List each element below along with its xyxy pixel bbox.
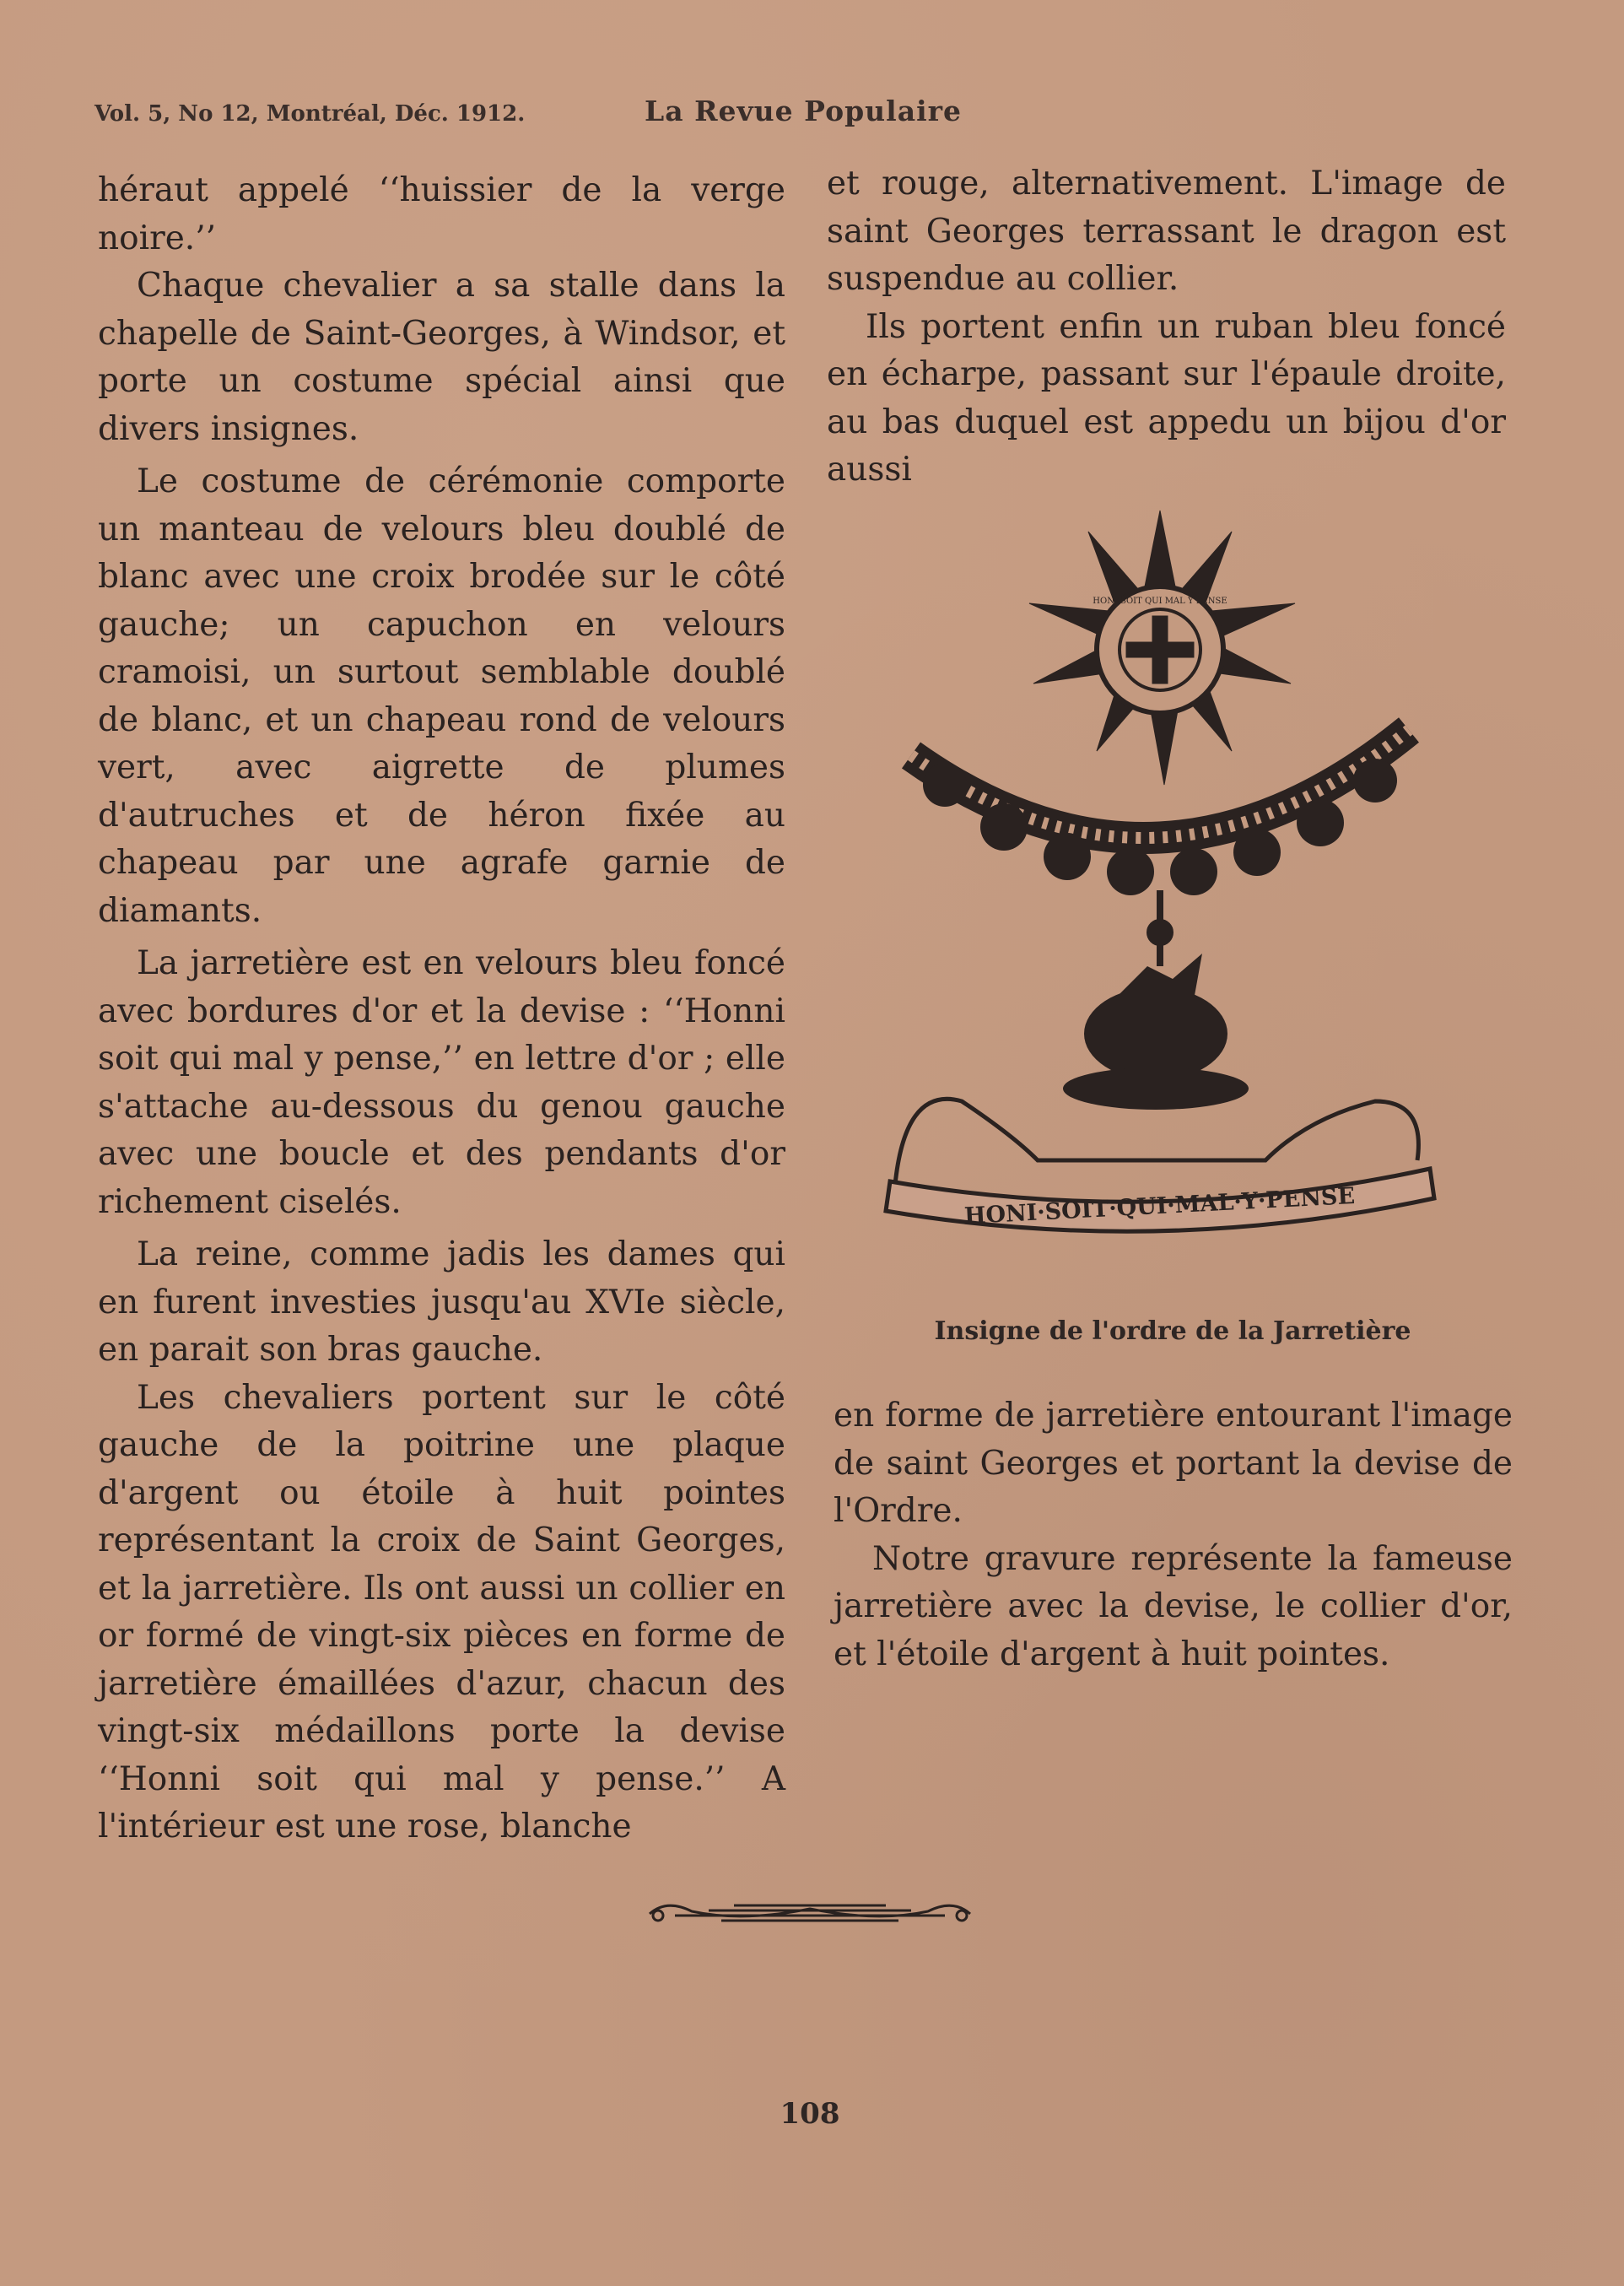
paragraph: Les chevaliers portent sur le côté gauche de la poitrine une plaque d'argent ou étoile à huit pointes représentant la croix de Saint Georges, et la jarretière. Ils ont aussi un collier en or formé de vingt-six pièces en forme de jarretière émaillées d'azur, chacun des vingt-six médaillons porte la devise ‘‘Honni soit qui mal y pense.’’ A l'intérieur est une rose, blanche bbox=[98, 1378, 785, 1846]
paragraph: La reine, comme jadis les dames qui en furent investies jusqu'au XVIe siècle, en parait son bras gauche. bbox=[98, 1235, 785, 1369]
pendant-chain bbox=[1150, 890, 1170, 966]
paragraph: Ils portent enfin un ruban bleu foncé en écharpe, passant sur l'épaule droite, au bas duquel est appedu un bijou d'or aussi bbox=[827, 307, 1506, 489]
paragraph: héraut appelé ‘‘huissier de la verge noire.’’ bbox=[98, 171, 785, 257]
decorative-divider bbox=[641, 1890, 979, 1932]
issue-info: Vol. 5, No 12, Montréal, Déc. 1912. bbox=[94, 101, 526, 127]
right-column-bottom bbox=[834, 1392, 1513, 1678]
right-column-top bbox=[827, 160, 1506, 494]
paragraph: et rouge, alternativement. L'image de saint Georges terrassant le dragon est suspendue au collier. bbox=[827, 165, 1506, 298]
paragraph: en forme de jarretière entourant l'image de saint Georges et portant la devise de l'Ordre. bbox=[834, 1397, 1513, 1530]
paragraph: Le costume de cérémonie comporte un manteau de velours bleu doublé de blanc avec une croix brodée sur le côté gauche; un capuchon en velours cramoisi, un surtout semblable doublé de blanc, et un chapeau rond de velours vert, avec aigrette de plumes d'autruches et de héron fixée au chapeau par une agrafe garnie de diamants. bbox=[98, 462, 785, 930]
left-column bbox=[98, 167, 785, 1851]
paragraph: Chaque chevalier a sa stalle dans la chapelle de Saint-Georges, à Windsor, et porte un costume spécial ainsi que divers insignes. bbox=[98, 267, 785, 448]
journal-title: La Revue Populaire bbox=[645, 95, 962, 127]
star-motto: HONI SOIT QUI MAL Y PENSE bbox=[1093, 597, 1227, 606]
saint-george-pendant bbox=[1063, 954, 1249, 1110]
running-header bbox=[94, 95, 980, 132]
page-number: 108 bbox=[780, 2097, 840, 2131]
garter-star bbox=[1029, 511, 1295, 785]
scroll-motto: HONI·SOIT·QUI·MAL·Y·PENSE bbox=[963, 1182, 1356, 1230]
figure-caption: Insigne de l'ordre de la Jarretière bbox=[934, 1316, 1411, 1346]
paragraph: La jarretière est en velours bleu foncé avec bordures d'or et la devise : ‘‘Honni soit qui mal y pense,’’ en lettre d'or ; elle s'attache au-dessous du genou gauche avec une boucle et des pendants d'or richement ciselés. bbox=[98, 944, 785, 1221]
paragraph: Notre gravure représente la fameuse jarretière avec la devise, le collier d'or, et l'étoile d'argent à huit pointes. bbox=[834, 1539, 1513, 1673]
garter-insignia-illustration bbox=[869, 494, 1459, 1253]
